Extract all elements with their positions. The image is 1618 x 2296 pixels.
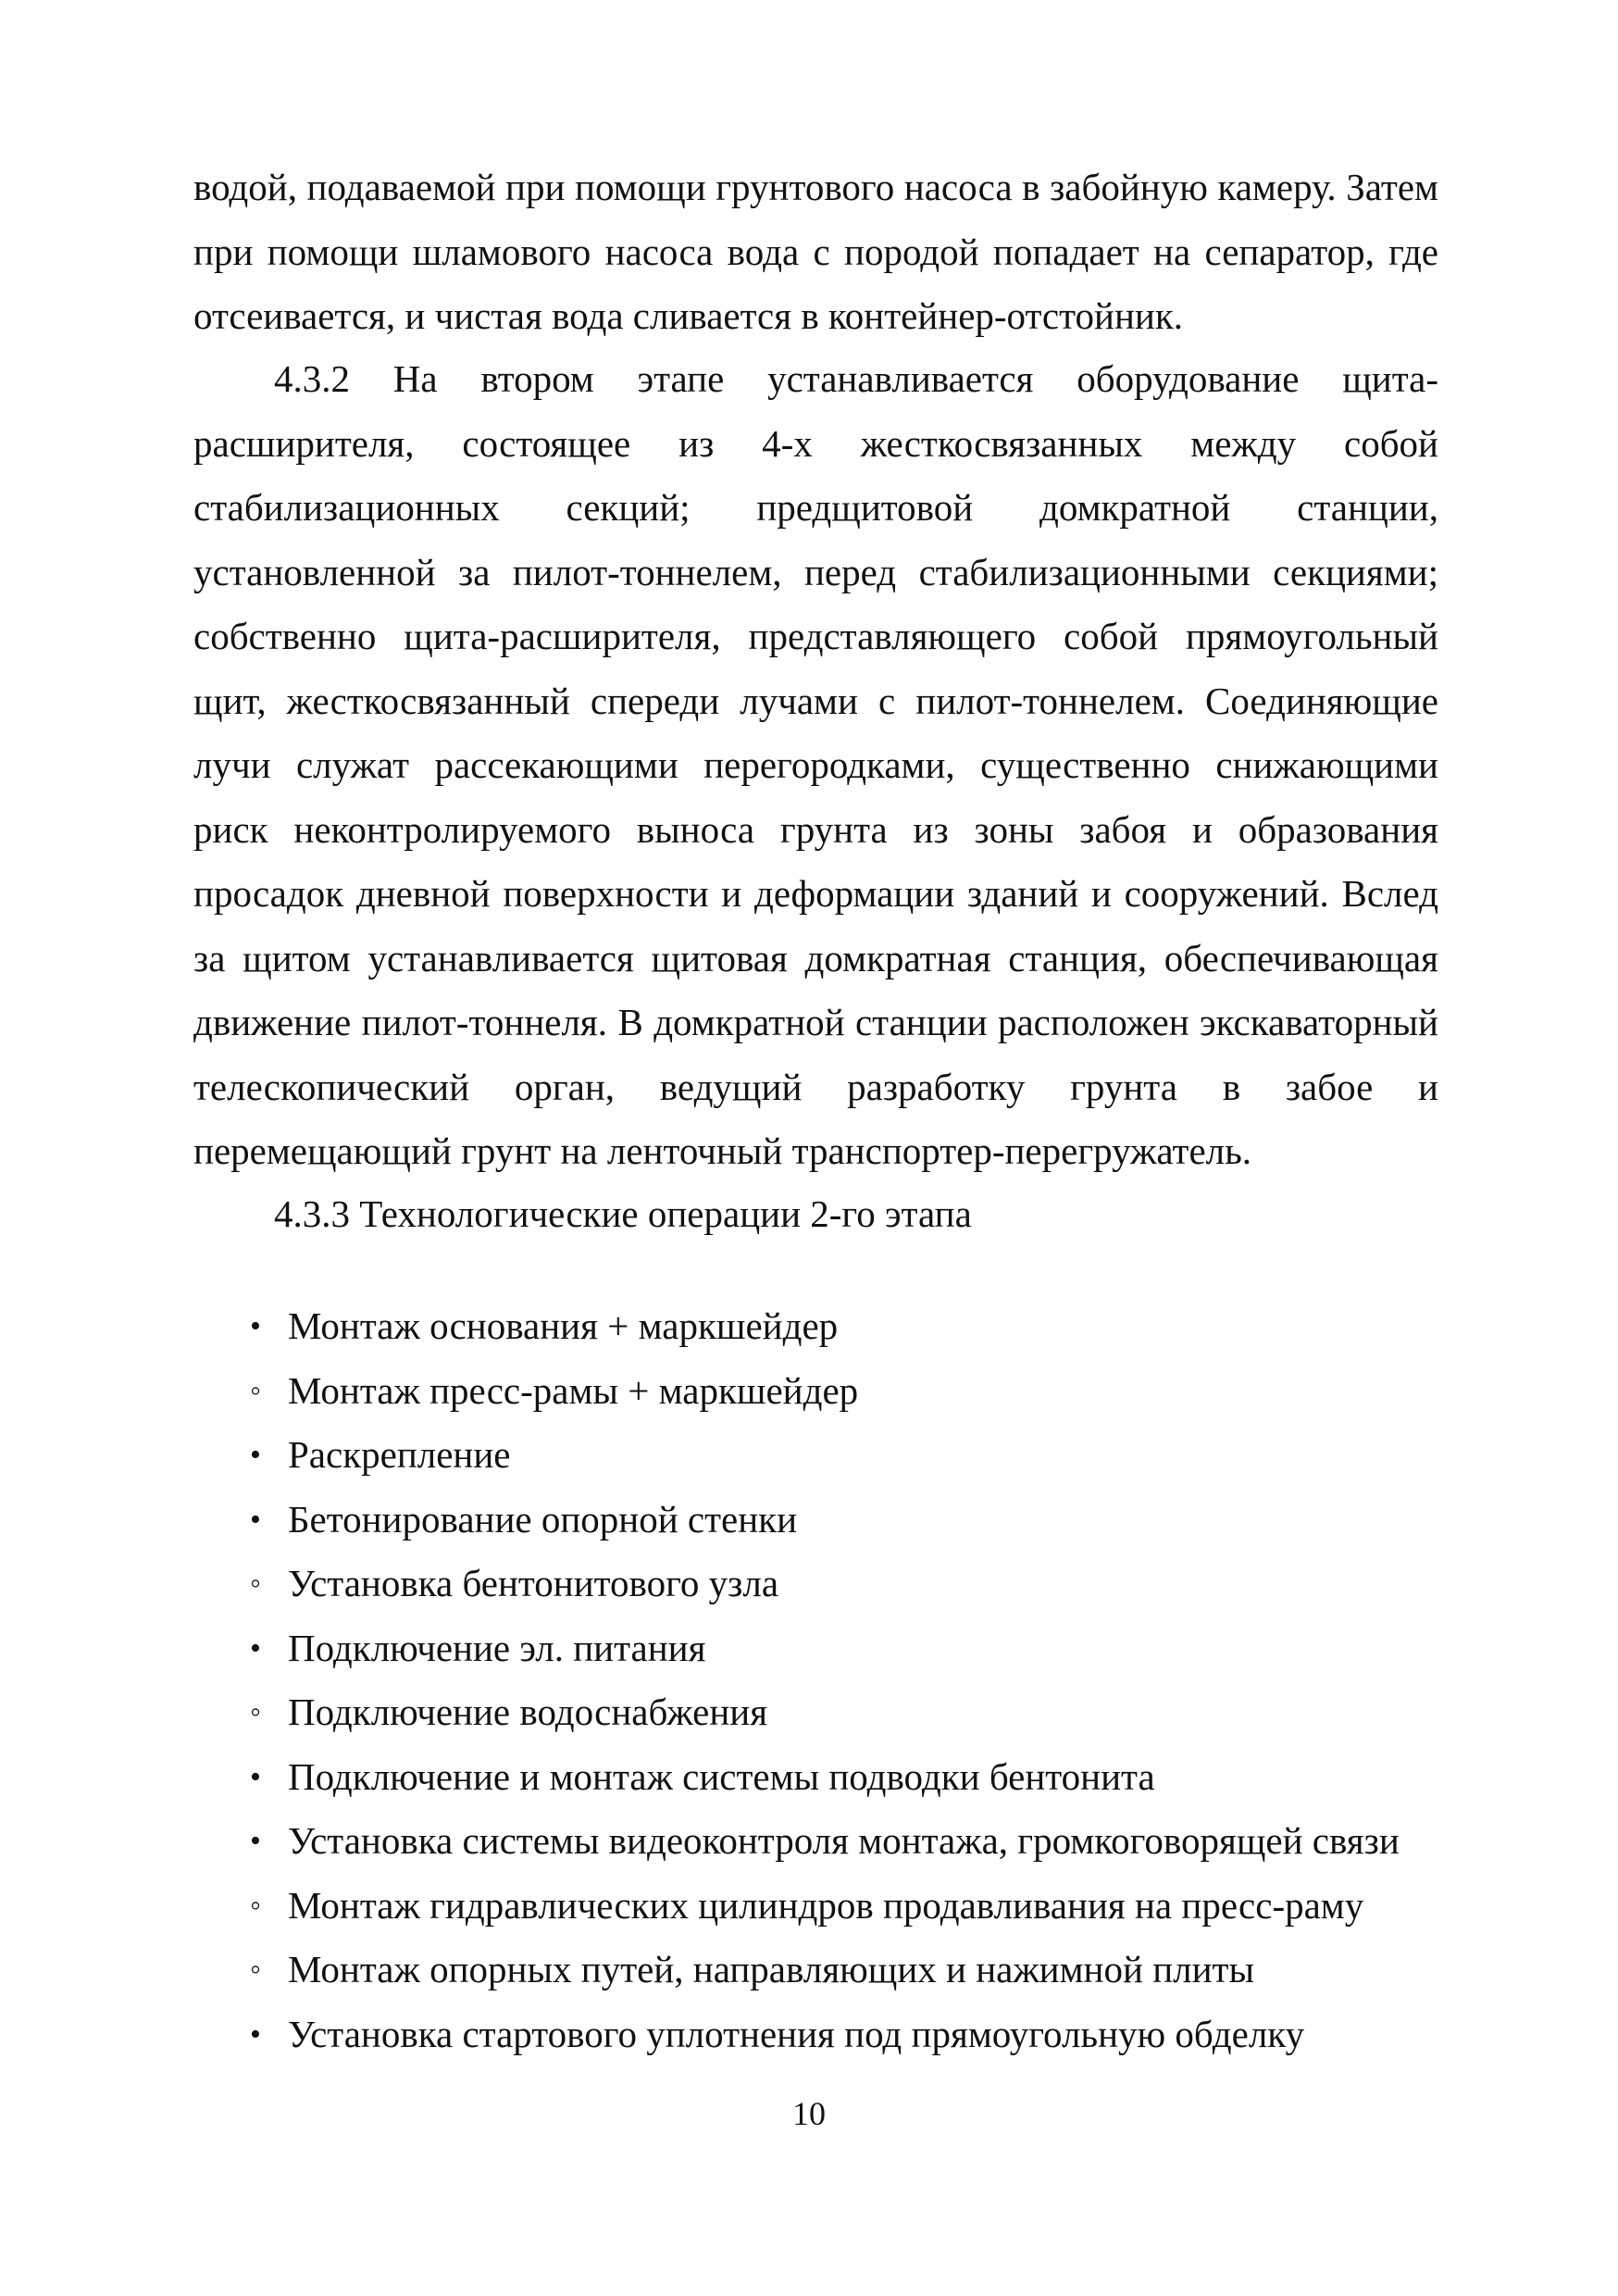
- list-item: [193, 1552, 1438, 1616]
- bullet-icon: •: [250, 1438, 261, 1472]
- intro-paragraph: водой, подаваемой при помощи грунтового насоса в забойную камеру. Затем при помощи шламового насоса вода с породой попадает на сепаратор, где отсеивается, и чистая вода сливается в контейнер-отстойник.: [193, 166, 1438, 337]
- page-number: 10: [792, 2095, 826, 2132]
- bullet-icon: ◦: [249, 1695, 262, 1729]
- list-item-text: Установка бентонитового узла: [288, 1562, 779, 1604]
- list-item: [193, 1680, 1438, 1745]
- list-item: [193, 1938, 1438, 2003]
- bullet-icon: ◦: [249, 1953, 262, 1987]
- list-item: [193, 1488, 1438, 1553]
- list-item: [193, 1423, 1438, 1488]
- list-item-text: Монтаж пресс-рамы + маркшейдер: [288, 1368, 859, 1412]
- operations-list: [193, 1294, 1438, 2066]
- bullet-icon: •: [250, 1309, 261, 1343]
- list-item-text: Подключение водоснабжения: [288, 1691, 768, 1733]
- list-item: [193, 2003, 1438, 2067]
- list-item: [193, 1616, 1438, 1681]
- intro-paragraph-block: [193, 156, 1438, 349]
- bullet-icon: •: [250, 1630, 261, 1666]
- section-432-block: [193, 347, 1438, 1184]
- list-item-text: Монтаж гидравлических цилиндров продавливания на пресс-раму: [288, 1883, 1364, 1927]
- section-432-paragraph: 4.3.2 На втором этапе устанавливается оборудование щита-расширителя, состоящее из 4-х жесткосвязанных между собой стабилизационных секций; предщитовой домкратной станции, установленной за пилот-тоннелем, перед стабилизационными секциями; собственно щита-расширителя, представляющего собой прямоугольный щит, жесткосвязанный спереди лучами с пилот-тоннелем. Соединяющие лучи служат рассекающими перегородками, существенно снижающими риск неконтролируемого выноса грунта из зоны забоя и образования просадок дневной поверхности и деформации зданий и сооружений. Вслед за щитом устанавливается щитовая домкратная станция, обеспечивающая движение пилот-тоннеля. В домкратной станции расположен экскаваторный телескопический орган, ведущий разработку грунта в забое и перемещающий грунт на ленточный транспортер-перегружатель.: [193, 357, 1438, 1172]
- list-item: [193, 1745, 1438, 1810]
- list-item: [193, 1294, 1438, 1359]
- list-item-text: Установка системы видеоконтроля монтажа, громкоговорящей связи: [288, 1819, 1400, 1862]
- list-item-text: Раскрепление: [288, 1433, 511, 1476]
- bullet-icon: •: [250, 2016, 261, 2052]
- list-item-text: Бетонирование опорной стенки: [288, 1497, 798, 1541]
- section-433-heading: 4.3.3 Технологические операции 2-го этапа: [274, 1192, 972, 1235]
- bullet-icon: ◦: [249, 1373, 262, 1408]
- bullet-icon: •: [250, 1824, 261, 1858]
- list-item: [193, 1809, 1438, 1874]
- list-item-text: Подключение и монтаж системы подводки бентонита: [288, 1754, 1155, 1798]
- list-item-text: Монтаж основания + маркшейдер: [288, 1304, 839, 1347]
- bullet-icon: ◦: [249, 1888, 262, 1923]
- bullet-icon: ◦: [249, 1566, 262, 1601]
- bullet-icon: •: [250, 1759, 261, 1794]
- list-item: [193, 1359, 1438, 1424]
- list-item-text: Подключение эл. питания: [288, 1626, 706, 1669]
- list-item-text: Монтаж опорных путей, направляющих и нажимной плиты: [288, 1948, 1254, 1990]
- list-item: [193, 1874, 1438, 1939]
- list-item-text: Установка стартового уплотнения под прямоугольную обделку: [288, 2012, 1305, 2055]
- bullet-icon: •: [250, 1502, 261, 1537]
